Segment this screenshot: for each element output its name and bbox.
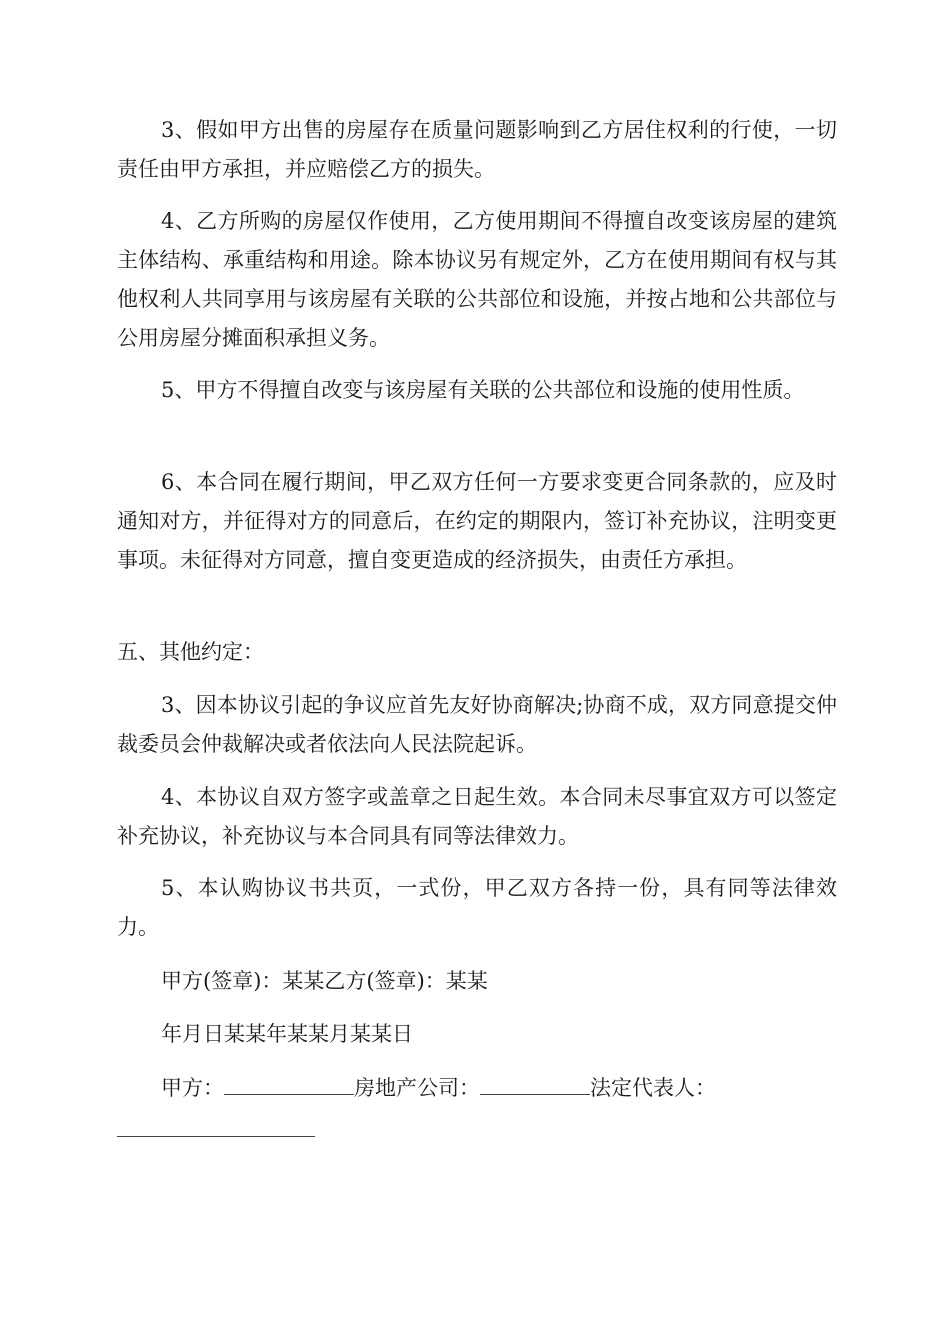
party-details-line — [161, 1069, 716, 1108]
legal-rep-blank[interactable] — [117, 1136, 315, 1137]
clause-6: 6、本合同在履行期间，甲乙双方任何一方要求变更合同条款的，应及时通知对方，并征得对方的同意后，在约定的期限内，签订补充协议，注明变更事项。未征得对方同意，擅自变更造成的经济损失，由责任方承担。 — [117, 470, 837, 572]
other-clause-3: 3、因本协议引起的争议应首先友好协商解决;协商不成，双方同意提交仲裁委员会仲裁解决或者依法向人民法院起诉。 — [117, 693, 837, 756]
developer-label: 房地产公司： — [354, 1076, 480, 1100]
date-line: 年月日某某年某某月某某日 — [161, 1022, 413, 1046]
clause-3: 3、假如甲方出售的房屋存在质量问题影响到乙方居住权利的行使，一切责任由甲方承担，并应赔偿乙方的损失。 — [117, 118, 837, 181]
clause-4: 4、乙方所购的房屋仅作使用，乙方使用期间不得擅自改变该房屋的建筑主体结构、承重结构和用途。除本协议另有规定外，乙方在使用期间有权与其他权利人共同享用与该房屋有关联的公共部位和设施，并按占地和公共部位与公用房屋分摊面积承担义务。 — [117, 209, 837, 350]
legal-rep-label: 法定代表人： — [590, 1076, 716, 1100]
other-clause-4: 4、本协议自双方签字或盖章之日起生效。本合同未尽事宜双方可以签定补充协议，补充协议与本合同具有同等法律效力。 — [117, 785, 837, 848]
clause-5: 5、甲方不得擅自改变与该房屋有关联的公共部位和设施的使用性质。 — [161, 378, 805, 402]
signature-line: 甲方(签章)：某某乙方(签章)：某某 — [161, 969, 488, 993]
party-a-blank[interactable] — [224, 1072, 354, 1095]
party-a-label: 甲方： — [161, 1076, 224, 1100]
section-heading-other: 五、其他约定： — [117, 640, 264, 664]
developer-blank[interactable] — [480, 1072, 590, 1095]
other-clause-5: 5、本认购协议书共页，一式份，甲乙双方各持一份，具有同等法律效力。 — [117, 876, 837, 939]
